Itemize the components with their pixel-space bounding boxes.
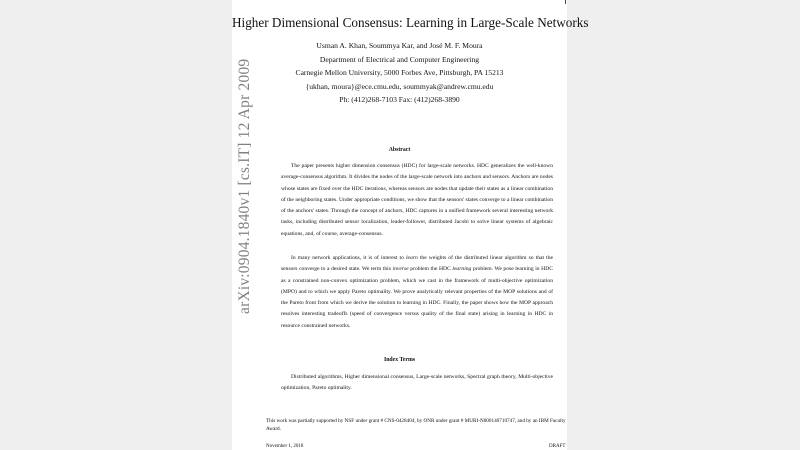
abstract-text-2e: problem the HDC — [408, 266, 453, 273]
abstract-paragraph-1 — [281, 161, 553, 240]
affiliation-department: Department of Electrical and Computer Engineering — [319, 55, 480, 64]
abstract-paragraph-2 — [281, 253, 553, 332]
page-corner-mark — [565, 0, 566, 4]
abstract-text-2c: the weights of the distributed linear algorithm so that the sensors converge to a desired state. We term this — [281, 255, 553, 273]
abstract-text-2a: In many network applications, it is of interest to — [291, 255, 406, 261]
arxiv-side-identifier: arXiv:0904.1840v1 [cs.IT] 12 Apr 2009 — [236, 58, 253, 314]
abstract-emph-learn: learn — [405, 255, 418, 261]
footer-date: November 1, 2018 — [266, 444, 304, 449]
footer-draft-label: DRAFT — [549, 444, 566, 449]
index-terms-text: Distributed algorithms, Higher dimensional consensus, Large-scale networks, Spectral graph theory, Multi-objective optimization, Pareto optimality. — [281, 374, 553, 392]
index-terms-paragraph — [281, 372, 553, 395]
author-list: Usman A. Khan, Soummya Kar, and José M. F. Moura — [316, 41, 483, 50]
affiliation-address: Carnegie Mellon University, 5000 Forbes Ave, Pittsburgh, PA 15213 — [295, 68, 504, 77]
abstract-heading: Abstract — [388, 147, 411, 153]
abstract-emph-learning: learning — [452, 266, 472, 273]
abstract-emph-inverse: inverse — [392, 266, 409, 273]
phone-fax: Ph: (412)268-7103 Fax: (412)268-3890 — [339, 95, 460, 104]
index-terms-heading: Index Terms — [383, 357, 416, 363]
paper-title: Higher Dimensional Consensus: Learning in Large-Scale Networks — [232, 15, 589, 30]
funding-footnote: This work was partially supported by NSF under grant # CNS-0428404, by ONR under grant # MURI-N000140710747, and by an IBM Faculty Award. — [266, 418, 566, 432]
abstract-text-1: The paper presents higher dimension consensus (HDC) for large-scale networks. HDC generalizes the well-known average-consensus algorithm. It divides the nodes of the large-scale network into anchors and sensors. Anchors are nodes whose states are fixed over the HDC iterations, whereas sensors are nodes that update their states as a linear combination of the neighboring states. Under appropriate conditions, we show that the sensors' states converge to a linear combination of the anchors' states. Through the concept of anchors, HDC captures in a unified framework several interesting network tasks, including distributed sensor localization, leader-follower, distributed Jacobi to solve linear systems of algebraic equations, and, of course, average-consensus. — [281, 163, 553, 237]
abstract-text-2g: problem. We pose learning in HDC as a constrained non-convex optimization problem, which we cast in the framework of multi-objective optimization (MPO) and to which we apply Pareto optimality. We prove analytically relevant properties of the MOP solutions and of the Pareto front from which we derive the solution to learning in HDC. Finally, the paper shows how the MOP approach resolves interesting tradeoffs (speed of convergence versus quality of the final state) arising in learning in HDC in resource constrained networks. — [281, 266, 553, 329]
author-emails: {ukhan, moura}@ece.cmu.edu, soummyak@andrew.cmu.edu — [305, 82, 494, 91]
